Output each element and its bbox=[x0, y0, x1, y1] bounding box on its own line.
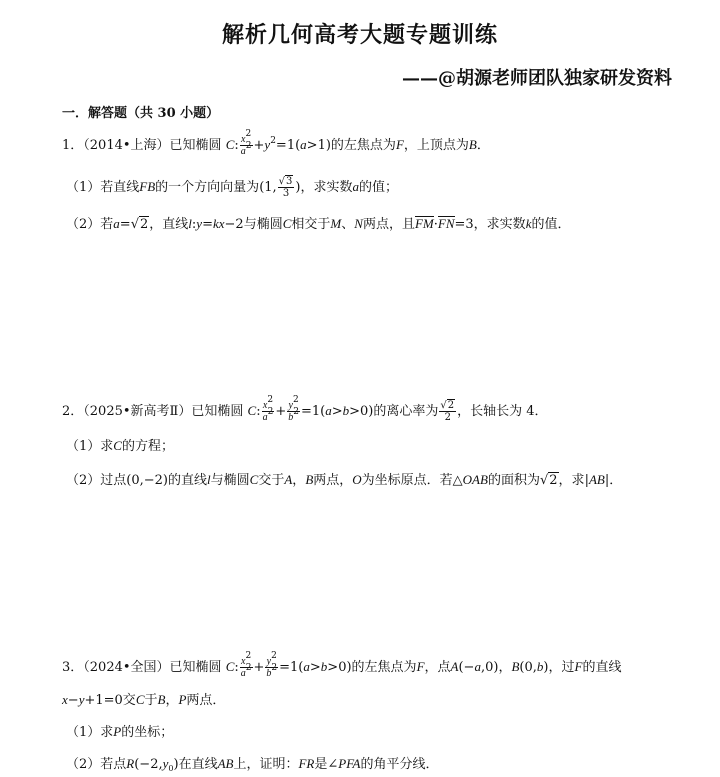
document-title: 解析几何高考大题专题训练 bbox=[221, 22, 498, 48]
question-3-stem-continued: x−y+1=0交C于B，P两点． bbox=[62, 692, 226, 708]
question-3-stem: 3．（2024•全国）已知椭圆 C: $\frac{x^2}{a^2}$ + $\frac{y^2}{b^2}$ =1(a>b>0)的左焦点为F，点A(−a,0)，B(0,b)，过F的直线 bbox=[62, 651, 622, 679]
question-3-part-1: （1）求P的坐标； bbox=[66, 724, 174, 740]
document-subtitle: ——@胡源老师团队独家研发资料 bbox=[402, 68, 672, 89]
question-3-part-2: （2）若点$R(-2,y_0)$在直线AB上，证明：FR是∠PFA的角平分线． bbox=[66, 756, 439, 773]
question-2-part-1: （1）求C的方程； bbox=[66, 438, 174, 454]
question-1-stem: 1．（2014•上海）已知椭圆 C: $\frac{x^2}{a^2}$ $+y^2=1(a>1)$的左焦点为F，上顶点为B． bbox=[62, 129, 490, 157]
question-2-stem: 2．（2025•新高考Ⅱ）已知椭圆 C: $\frac{x^2}{a^2}$ + $\frac{y^2}{b^2}$ =1(a>b>0)的离心率为 $\frac{√2}{2}$ ，长轴长为 4． bbox=[62, 395, 548, 423]
question-1-part-2: （2）若a=√2，直线l:y=kx−2与椭圆C相交于M、N两点，且FM·FN=3，求实数k的值． bbox=[66, 216, 571, 232]
section-heading: 一．解答题（共 30 小题） bbox=[62, 106, 220, 121]
question-1-part-1: （1）若直线FB的一个方向向量为(1, $\frac{√3}{3}$ )，求实数a的值； bbox=[66, 176, 399, 199]
question-2-part-2: （2）过点(0,−2)的直线l与椭圆C交于A，B两点，O为坐标原点．若△OAB的面积为√2，求|AB|． bbox=[66, 472, 623, 488]
